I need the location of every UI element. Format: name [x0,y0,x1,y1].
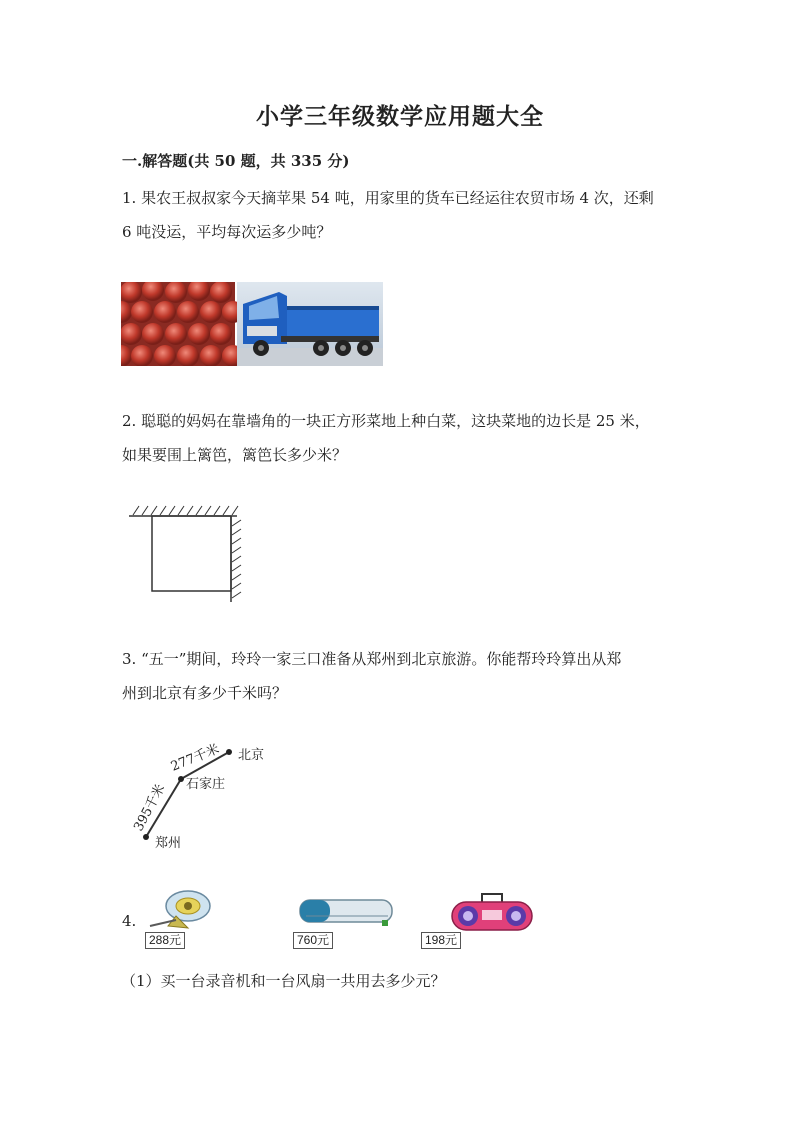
question-2 [122,404,687,472]
wall-hatching [133,506,241,598]
fan-icon [140,888,220,932]
question-3-line-1: 3. “五一”期间，玲玲一家三口准备从郑州到北京旅游。你能帮玲玲算出从郑 [122,650,622,668]
question-1 [122,181,687,249]
page-title: 小学三年级数学应用题大全 [256,103,544,130]
truck-photo [237,282,383,366]
q1-figure [121,282,383,366]
fan-price-tag: 288元 [145,932,185,949]
zhengzhou-label: 郑州 [155,836,182,851]
air-conditioner-price-tag: 760元 [293,932,333,949]
zhengzhou-dot [143,834,149,840]
question-4-number: 4. [122,912,137,930]
cassette-recorder-price-tag: 198元 [421,932,461,949]
apples-photo [121,282,244,366]
beijing-label: 北京 [238,748,265,763]
shijiazhuang-dot [178,776,184,782]
question-1-line-1: 1. 果农王叔叔家今天摘苹果 54 吨，用家里的货车已经运往农贸市场 4 次，还剩 [122,189,654,207]
section-heading: 一.解答题(共 50 题，共 335 分) [122,152,350,170]
distance-395-label: 395千米 [131,781,169,834]
question-2-line-2: 如果要围上篱笆，篱笆长多少米？ [122,446,348,464]
question-4-sub-1: （1）买一台录音机和一台风扇一共用去多少元？ [121,972,446,990]
q3-route-map [125,732,285,857]
distance-277-label: 277千米 [168,741,222,775]
beijing-dot [226,749,232,755]
question-3 [122,642,687,710]
question-3-line-2: 州到北京有多少千米吗？ [122,684,288,702]
square-field [152,516,231,591]
cassette-recorder-icon [446,892,538,936]
shijiazhuang-label: 石家庄 [186,777,226,792]
question-1-line-2: 6 吨没运，平均每次运多少吨？ [122,223,332,241]
q2-square-field-diagram [125,500,245,605]
air-conditioner-icon [292,894,396,934]
question-2-line-1: 2. 聪聪的妈妈在靠墙角的一块正方形菜地上种白菜，这块菜地的边长是 25 米， [122,412,650,430]
